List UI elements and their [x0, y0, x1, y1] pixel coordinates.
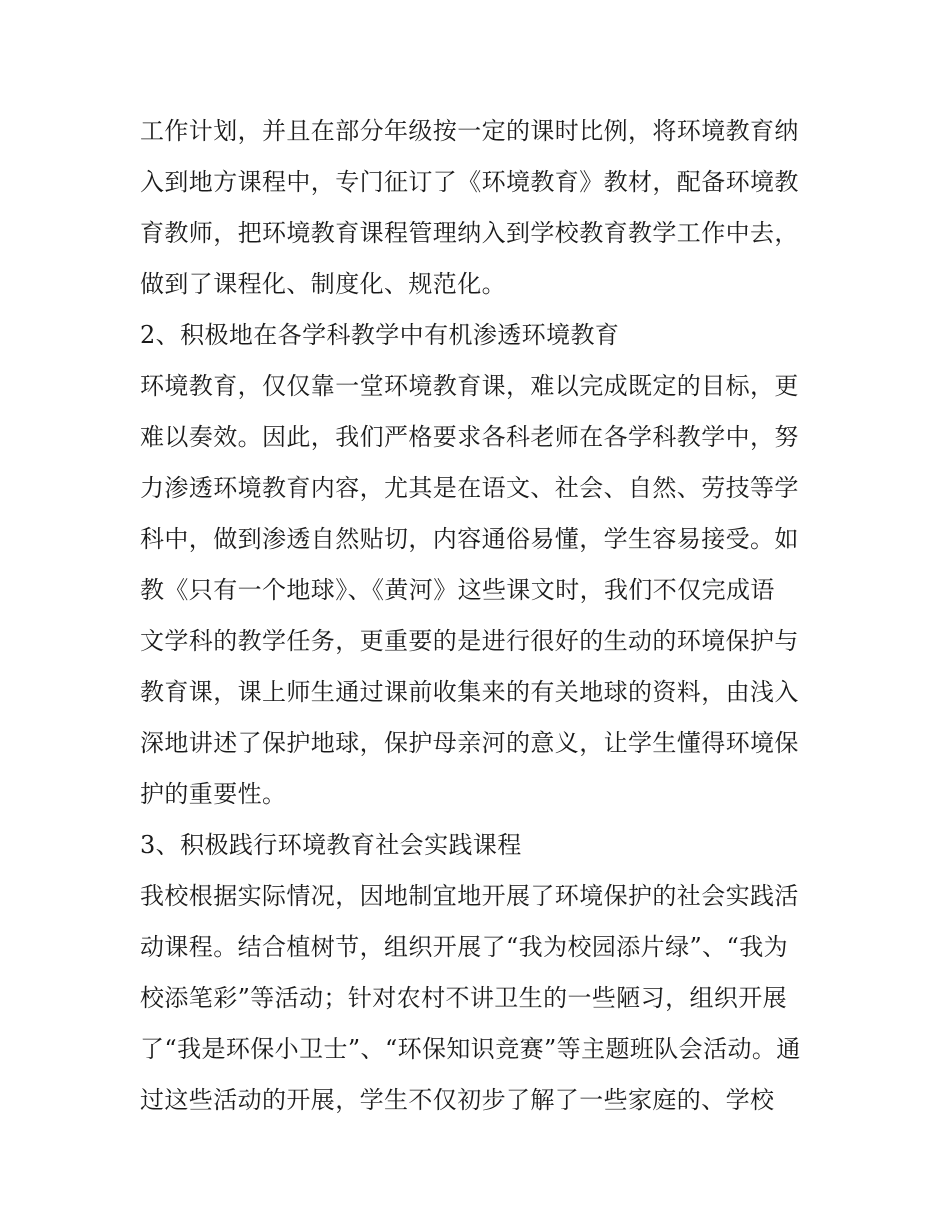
text-line: 科中，做到渗透自然贴切，内容通俗易懂，学生容易接受。如: [140, 525, 799, 553]
text-line: 教育课，课上师生通过课前收集来的有关地球的资料，由浅入: [140, 678, 799, 706]
text-line: 动课程。结合植树节，组织开展了“我为校园添片绿”、“我为: [140, 933, 789, 961]
text-line: 护的重要性。: [140, 780, 287, 808]
body-text: [140, 106, 820, 1126]
text-line: 教《只有一个地球》、《黄河》这些课文时，我们不仅完成语: [140, 576, 775, 604]
text-line: 做到了课程化、制度化、规范化。: [140, 270, 506, 298]
section-heading-2: 2、积极地在各学科教学中有机渗透环境教育: [140, 321, 620, 349]
text-line: 难以奏效。因此，我们严格要求各科老师在各学科教学中，努: [140, 423, 799, 451]
text-line: 深地讲述了保护地球，保护母亲河的意义，让学生懂得环境保: [140, 729, 799, 757]
text-line: 了“我是环保小卫士”、“环保知识竞赛”等主题班队会活动。通: [140, 1035, 801, 1063]
text-line: 育教师，把环境教育课程管理纳入到学校教育教学工作中去，: [140, 219, 799, 247]
text-line: 环境教育，仅仅靠一堂环境教育课，难以完成既定的目标，更: [140, 372, 799, 400]
text-line: 校添笔彩”等活动；针对农村不讲卫生的一些陋习，组织开展: [140, 984, 788, 1012]
section-heading-3: 3、积极践行环境教育社会实践课程: [140, 831, 522, 859]
text-line: 过这些活动的开展，学生不仅初步了解了一些家庭的、学校: [140, 1086, 775, 1114]
text-line: 入到地方课程中，专门征订了《环境教育》教材，配备环境教: [140, 168, 799, 196]
text-line: 工作计划，并且在部分年级按一定的课时比例，将环境教育纳: [140, 117, 799, 145]
text-line: 力渗透环境教育内容，尤其是在语文、社会、自然、劳技等学: [140, 474, 799, 502]
text-line: 文学科的教学任务，更重要的是进行很好的生动的环境保护与: [140, 627, 799, 655]
text-line: 我校根据实际情况，因地制宜地开展了环境保护的社会实践活: [140, 882, 799, 910]
